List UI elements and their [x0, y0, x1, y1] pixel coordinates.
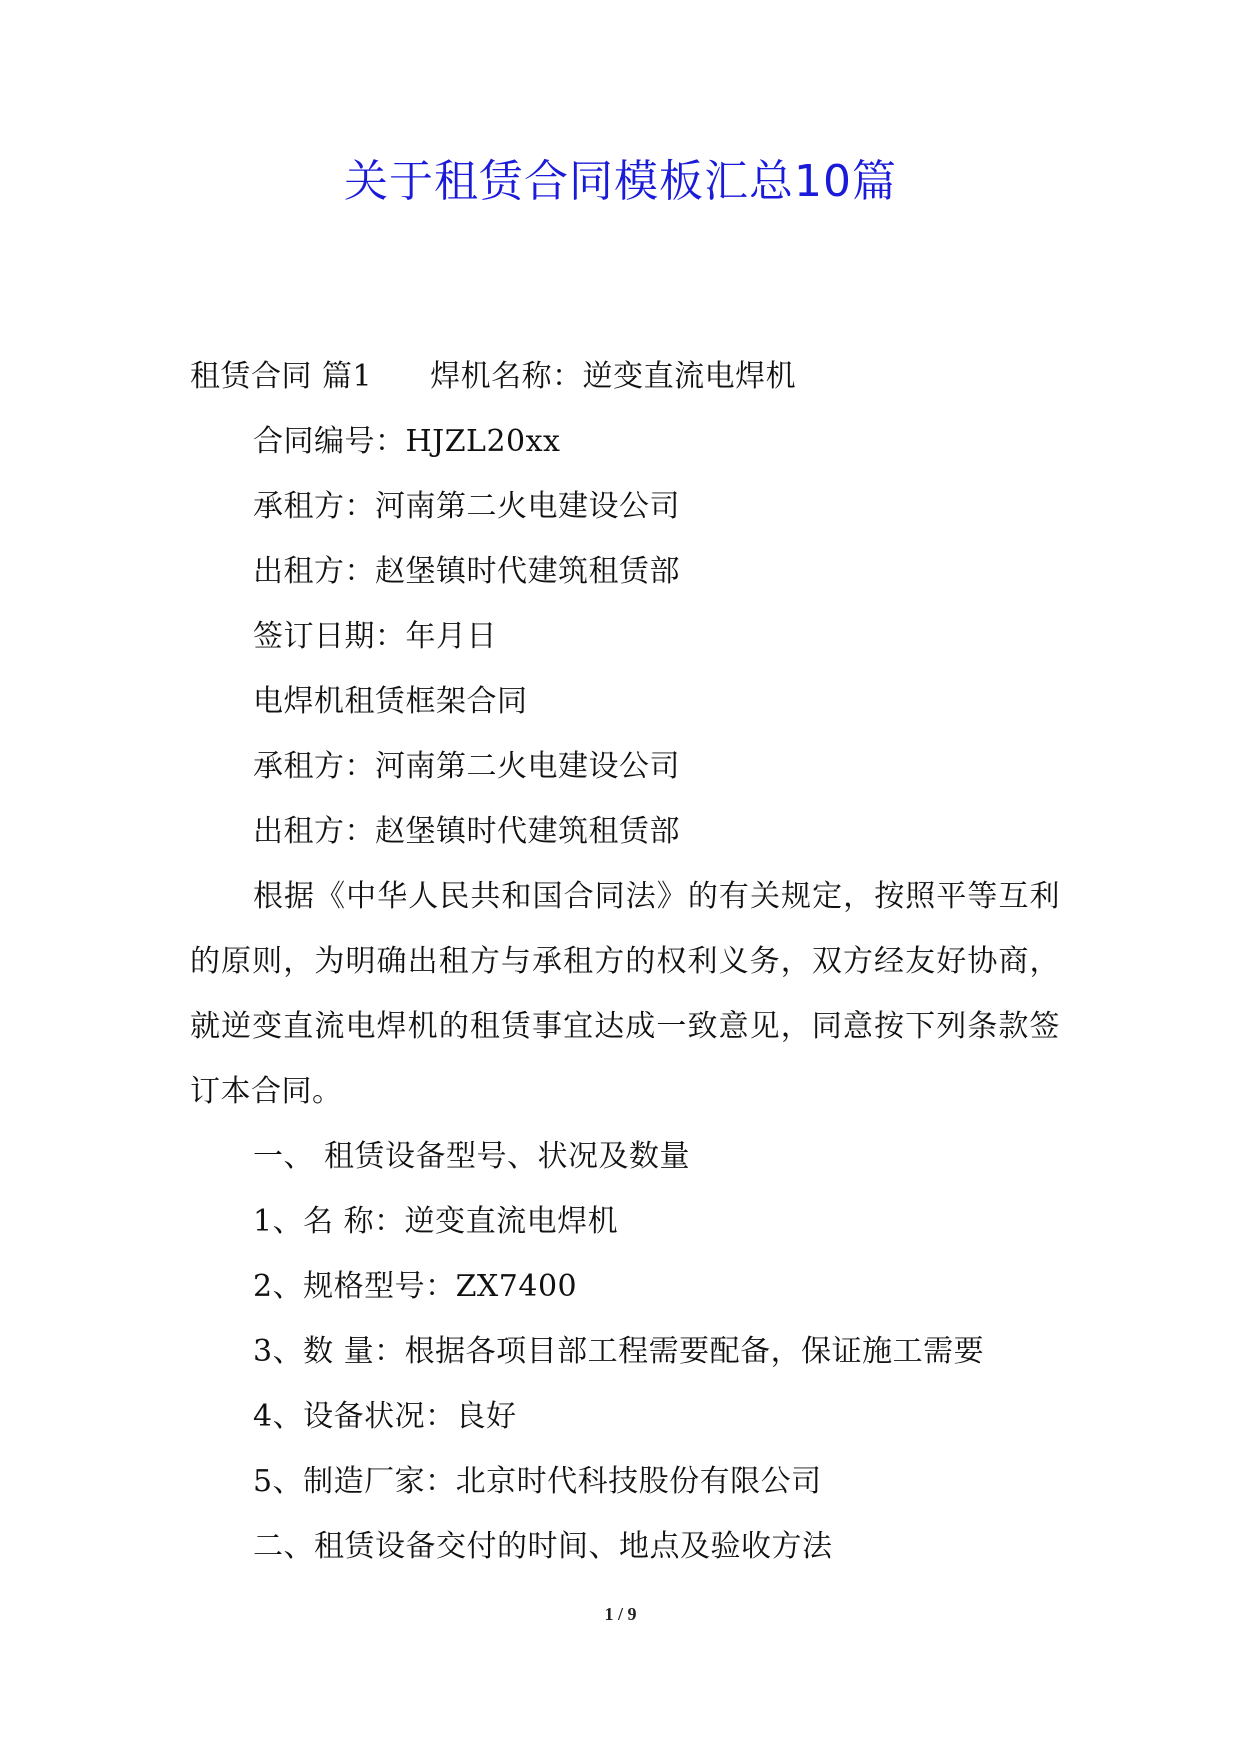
- document-body: [190, 344, 1060, 1579]
- welder-name: 焊机名称：逆变直流电焊机: [430, 359, 797, 394]
- item-condition-line: 4、设备状况：良好: [253, 1399, 517, 1434]
- section-heading: 租赁合同 篇1: [190, 359, 373, 394]
- intro-paragraph: 根据《中华人民共和国合同法》的有关规定，按照平等互利的原则，为明确出租方与承租方的权利义务，双方经友好协商，就逆变直流电焊机的租赁事宜达成一致意见，同意按下列条款签订本合同。: [190, 879, 1060, 1109]
- contract-subtitle-line: 电焊机租赁框架合同: [253, 684, 528, 719]
- sign-date-line: 签订日期：年月日: [253, 619, 497, 654]
- item-model-line: 2、规格型号：ZX7400: [253, 1269, 578, 1304]
- lessee-line: 承租方：河南第二火电建设公司: [253, 489, 680, 524]
- lessor-line-2: 出租方：赵堡镇时代建筑租赁部: [253, 814, 680, 849]
- page-number: 1 / 9: [604, 1604, 637, 1624]
- section-one-heading: 一、 租赁设备型号、状况及数量: [253, 1139, 691, 1174]
- lessee-line-2: 承租方：河南第二火电建设公司: [253, 749, 680, 784]
- contract-number-line: 合同编号：HJZL20xx: [253, 424, 561, 459]
- section-two-heading: 二、租赁设备交付的时间、地点及验收方法: [253, 1529, 833, 1564]
- first-line: [190, 344, 1060, 409]
- item-name-line: 1、名 称：逆变直流电焊机: [253, 1204, 619, 1239]
- item-quantity-line: 3、数 量：根据各项目部工程需要配备，保证施工需要: [253, 1334, 985, 1369]
- document-title: 关于租赁合同模板汇总10篇: [344, 156, 897, 207]
- lessor-line: 出租方：赵堡镇时代建筑租赁部: [253, 554, 680, 589]
- item-manufacturer-line: 5、制造厂家：北京时代科技股份有限公司: [253, 1464, 822, 1499]
